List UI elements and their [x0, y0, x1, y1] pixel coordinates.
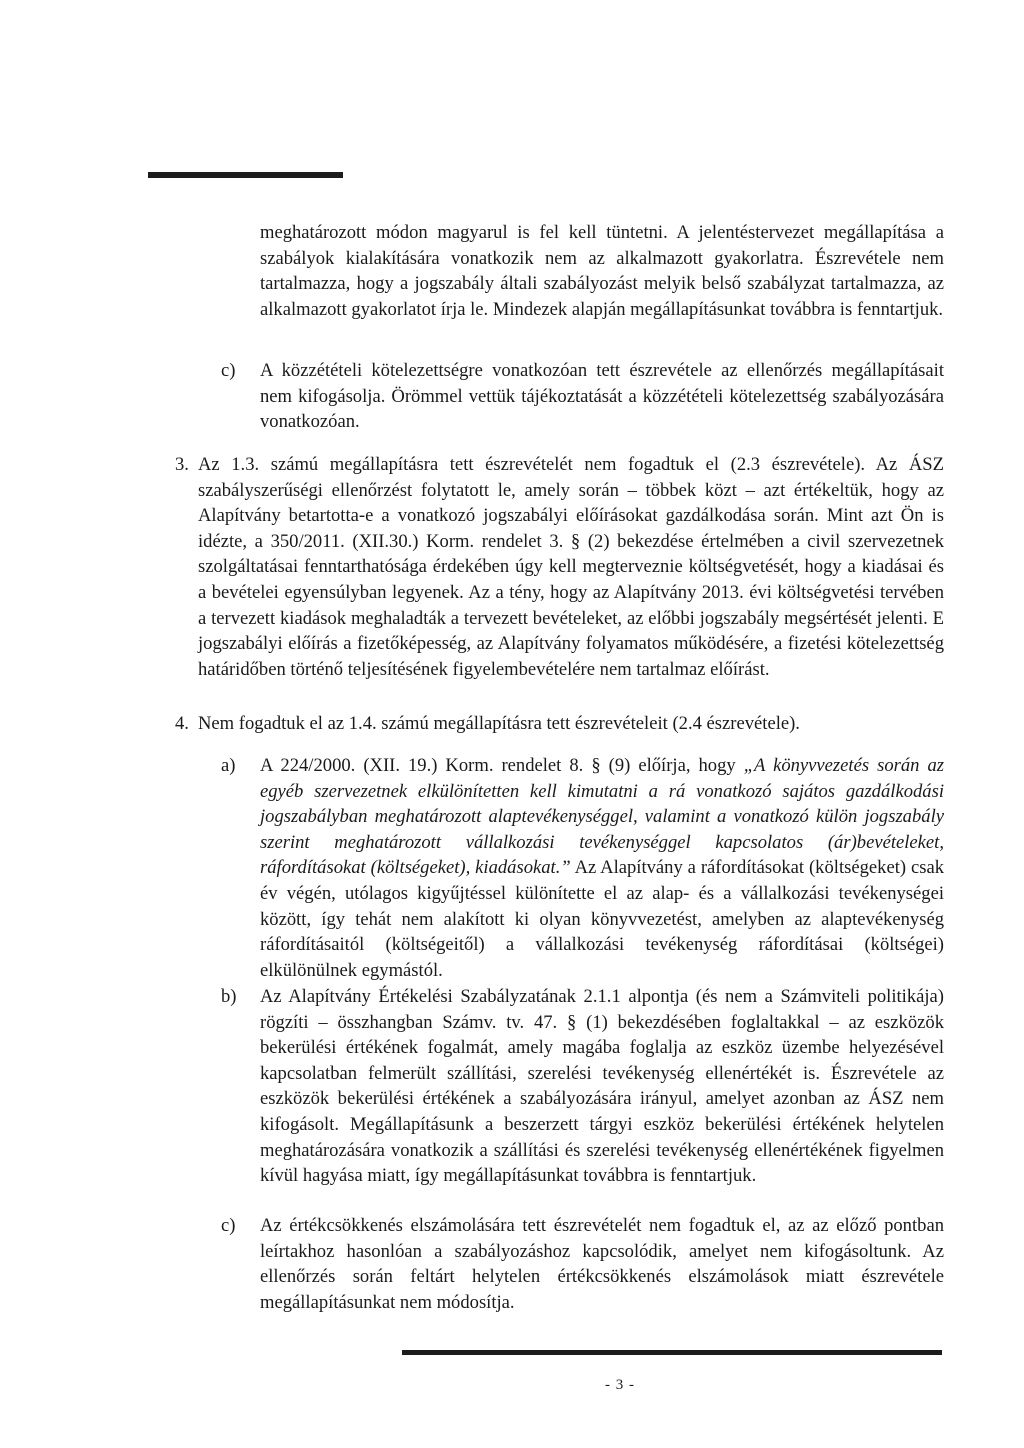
page-number: - 3 - [605, 1377, 635, 1393]
intro-paragraph: meghatározott módon magyarul is fel kell tüntetni. A jelentéstervezet megállapítása a szabályok kialakítására vonatkozik nem az alkalmazott gyakorlatra. Észrevétele nem tartalmazza, hogy a jogszabály általi szabályozást melyik belső szabályzat tartalmazza, az alkalmazott gyakorlatot írja le. Mindezek alapján megállapításunkat továbbra is fenntartjuk. [260, 222, 944, 320]
item-4a-label: a) [221, 755, 236, 776]
top-decorative-rule [148, 172, 343, 178]
item-4b-label: b) [221, 986, 237, 1007]
bottom-decorative-rule [402, 1350, 942, 1355]
item-4c-text: Az értékcsökkenés elszámolására tett észrevételét nem fogadtuk el, az az előző pontban leírtakhoz hasonlóan a szabályozáshoz kapcsolódik, amelyet nem kifogásoltunk. Az ellenőrzés során feltárt helytelen értékcsökkenés elszámolások miatt észrevétele megállapításunkat nem módosítja. [260, 1215, 944, 1313]
item-4b-text: Az Alapítvány Értékelési Szabályzatának 2.1.1 alpontja (és nem a Számviteli politikája) rögzíti – összhangban Számv. tv. 47. § (1) bekezdésében foglaltakkal – az eszközök bekerülési értékének fogalmát, amely magába foglalja az eszköz üzembe helyezésével kapcsolatban felmerült szállítási, szerelési tevékenység ellenértékét is. Észrevétele az eszközök bekerülési értékének a szabályozására irányul, amelyet azonban az ÁSZ nem kifogásolt. Megállapításunk a beszerzett tárgyi eszköz bekerülési értékének helytelen meghatározására vonatkozik a szállítási és szerelési tevékenység ellenértékének figyelmen kívül hagyása miatt, így megállapításunkat továbbra is fenntartjuk. [260, 986, 944, 1187]
item-c1-label: c) [221, 360, 236, 381]
item-4a-quote: „A könyvvezetés során az egyéb szervezetnek elkülönítetten kell kimutatni a rá vonatkozó sajátos gazdálkodási jogszabályban meghatározott alaptevékenységgel, valamint a vonatkozó külön jogszabály szerint meghatározott vállalkozási tevékenységgel kapcsolatos (ár)bevételeket, ráfordításokat (költségeket), kiadásokat.” [260, 755, 944, 879]
section-3-text [198, 452, 944, 682]
item-4a-text [260, 753, 944, 983]
item-c1-text: A közzétételi kötelezettségre vonatkozóan tett észrevétele az ellenőrzés megállapításait nem kifogásolja. Örömmel vettük tájékoztatását a közzétételi kötelezettség szabályozására vonatkozóan. [260, 360, 944, 433]
item-4a-outro: Az Alapítvány a ráfordításokat (költségeket) csak év végén, utólagos kigyűjtéssel különítette el az alap- és a vállalkozási tevékenységei között, így tehát nem alakított ki olyan könyvvezetést, amelyben az alaptevékenység ráfordításaitól (költségeitől) a vállalkozási tevékenység ráfordításai (költségei) elkülönülnek egymástól. [260, 857, 944, 981]
section-3-body: Az 1.3. számú megállapításra tett észrevételét nem fogadtuk el (2.3 észrevétele). Az ÁSZ szabályszerűségi ellenőrzést folytatott le, amely során – többek közt – azt értékeltük, hogy az Alapítvány betartotta-e a vonatkozó jogszabályi előírásokat gazdálkodása során. Mint azt Ön is idézte, a 350/2011. (XII.30.) Korm. rendelet 3. § (2) bekezdése értelmében a civil szervezetnek szolgáltatásai fenntarthatósága érdekében úgy kell megterveznie költségvetését, hogy a kiadásai és a bevételei egyensúlyban legyenek. Az a tény, hogy az Alapítvány 2013. évi költségvetési tervében a tervezett kiadások meghaladták a tervezett bevételeket, az előbbi jogszabály megsértését jelenti. E jogszabályi előírás a fizetőképesség, az Alapítvány folyamatos működésére, a fizetési kötelezettség határidőben történő teljesítésének figyelembevételére nem tartalmaz előírást. [198, 454, 944, 680]
section-4-text: Nem fogadtuk el az 1.4. számú megállapításra tett észrevételeit (2.4 észrevétele). [198, 713, 800, 734]
item-4a-intro: A 224/2000. (XII. 19.) Korm. rendelet 8. § (9) előírja, hogy [260, 755, 744, 776]
section-4-number: 4. [175, 713, 189, 734]
item-4c-label: c) [221, 1215, 236, 1236]
section-3-number: 3. [175, 454, 189, 475]
